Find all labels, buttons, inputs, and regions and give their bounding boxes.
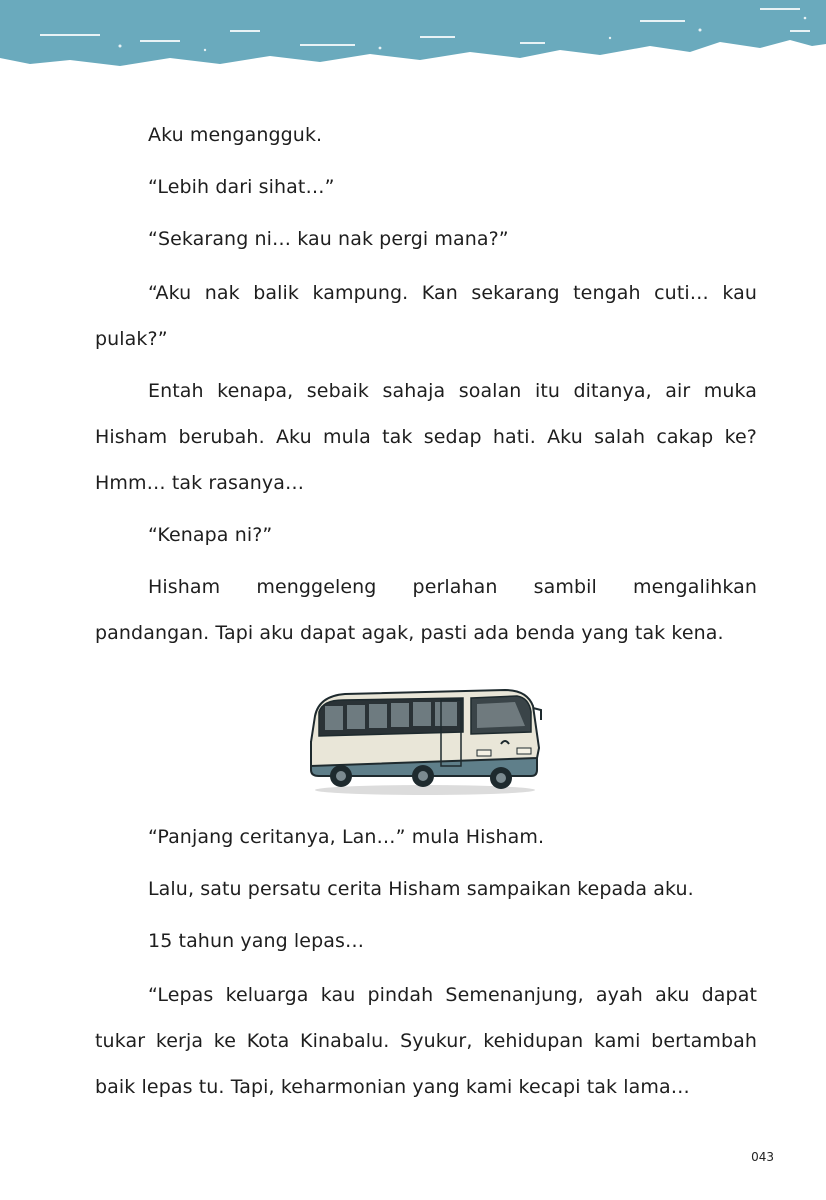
page-number: 043	[751, 1150, 774, 1164]
paragraph-9: Lalu, satu persatu cerita Hisham sampaikan kepada aku.	[148, 878, 694, 900]
paragraph-6: “Kenapa ni?”	[148, 524, 273, 546]
paragraph-8: “Panjang ceritanya, Lan…” mula Hisham.	[148, 826, 545, 848]
paragraph-3: “Sekarang ni… kau nak pergi mana?”	[148, 228, 509, 250]
paragraph-11: “Lepas keluarga kau pindah Semenanjung, ayah aku dapat tukar kerja ke Kota Kinabalu. Syukur, kehidupan kami bertambah baik lepas tu. Tapi, keharmonian yang kami kecapi tak lama…	[95, 984, 757, 1098]
paragraph-7: Hisham menggeleng perlahan sambil mengalihkan pandangan. Tapi aku dapat agak, pasti ada benda yang tak kena.	[95, 576, 757, 644]
header-brush-band	[0, 0, 826, 80]
paragraph-5: Entah kenapa, sebaik sahaja soalan itu ditanya, air muka Hisham berubah. Aku mula tak sedap hati. Aku salah cakap ke? Hmm… tak rasanya…	[95, 380, 757, 494]
paragraph-2: “Lebih dari sihat…”	[148, 176, 335, 198]
paragraph-1: Aku mengangguk.	[148, 124, 323, 146]
paragraph-10: 15 tahun yang lepas…	[148, 930, 365, 952]
paragraph-4: “Aku nak balik kampung. Kan sekarang tengah cuti… kau pulak?”	[95, 282, 757, 350]
bus-icon	[305, 686, 545, 798]
